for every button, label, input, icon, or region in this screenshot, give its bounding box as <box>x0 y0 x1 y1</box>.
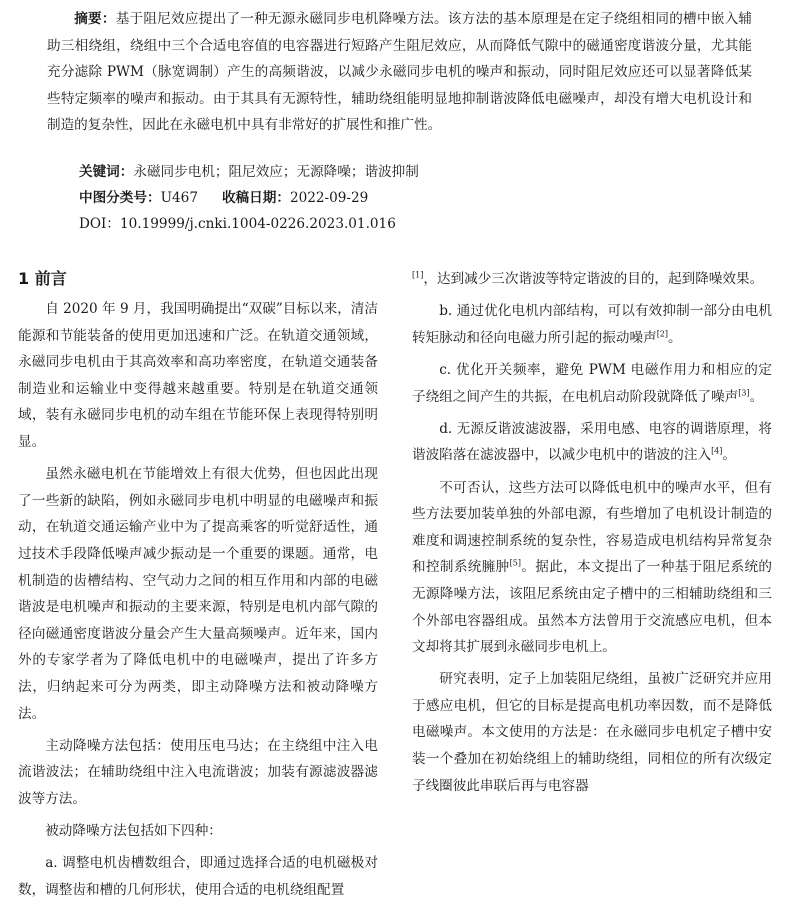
doi <box>79 211 396 237</box>
list-item-c-text: c. 优化开关频率，避免 PWM 电磁作用力和相应的定子绕组之间产生的共振，在电机启动阶段就降低了噪声 <box>412 361 772 405</box>
list-item-a-continued <box>412 266 772 293</box>
keywords-label: 关键词： <box>79 164 134 180</box>
abstract-paragraph <box>47 6 752 139</box>
abstract-label: 摘要： <box>74 11 116 27</box>
list-item-c: c. 优化开关频率，避免 PWM 电磁作用力和相应的定子绕组之间产生的共振，在电机启动阶段就降低了噪声[3]。 <box>412 361 772 405</box>
right-column <box>412 266 772 805</box>
classification-label: 中图分类号： <box>79 190 161 206</box>
paragraph: 被动降噪方法包括如下四种： <box>45 823 222 840</box>
paragraph: 虽然永磁电机在节能增效上有很大优势，但也因此出现了一些新的缺陷，例如永磁同步电机中明显的电磁噪声和振动，在轨道交通运输产业中为了提高乘客的听觉舒适性，通过技术手段降低噪声减少振动是一个重要的课题。通常，电机制造的齿槽结构、空气动力之间的相互作用和内部的电磁谐波是电机噪声和振动的主要来源，特别是电机内部气隙的径向磁通密度谐波分量会产生大量高频噪声。近年来，国内外的专家学者为了降低电机中的电磁噪声，提出了许多方法，归纳起来可分为两类，即主动降噪方法和被动降噪方法。 <box>18 466 378 722</box>
received-label: 收稿日期： <box>221 190 290 206</box>
reference-3: [3] <box>738 388 750 398</box>
list-item-a <box>18 850 378 903</box>
abstract-text: 基于阻尼效应提出了一种无源永磁同步电机降噪方法。该方法的基本原理是在定子绕组相同的槽中嵌入辅助三相绕组，绕组中三个合适电容值的电容器进行短路产生阻尼效应，从而降低气隙中的磁通密度谐波分量，尤其能充分滤除 PWM（脉宽调制）产生的高频谐波，以减少永磁同步电机的噪声和振动，同时阻尼效应还可以显著降低某些特定频率的噪声和振动。由于其具有无源特性，辅助绕组能明显地抑制谐波降低电磁噪声，却没有增大电机设计和制造的复杂性，因此在永磁电机中具有非常好的扩展性和推广性。 <box>47 11 752 134</box>
classification-and-received <box>79 185 368 211</box>
abstract <box>47 6 752 139</box>
list-item-b: b. 通过优化电机内部结构，可以有效抑制一部分由电机转矩脉动和径向电磁力所引起的振动噪声[2]。 <box>412 303 772 346</box>
keywords <box>79 159 419 185</box>
reference-5: [5] <box>509 558 521 568</box>
list-item-b-text: b. 通过优化电机内部结构，可以有效抑制一部分由电机转矩脉动和径向电磁力所引起的振动噪声 <box>412 303 772 346</box>
list-item-a-text: a. 调整电机齿槽数组合，即通过选择合适的电机磁极对数，调整齿和槽的几何形状，使用合适的电机绕组配置 <box>18 855 378 898</box>
list-item-d-text: d. 无源反谐波滤波器，采用电感、电容的调谐原理，将谐波陷落在滤波器中，以减少电机中的谐波的注入 <box>412 420 772 464</box>
paragraph: 研究表明，定子上加装阻尼绕组，虽被广泛研究并应用于感应电机，但它的目标是提高电机功率因数，而不是降低电磁噪声。本文使用的方法是：在永磁同步电机定子槽中安装一个叠加在初始绕组上的辅助绕组，同相位的所有次级定子线圈彼此串联后再与电容器 <box>412 671 772 794</box>
paragraph: 主动降噪方法包括：使用压电马达；在主绕组中注入电流谐波法；在辅助绕组中注入电流谐波；加装有源滤波器滤波等方法。 <box>18 737 378 807</box>
list-item-a-tail: ，达到减少三次谐波等特定谐波的目的，起到降噪效果。 <box>423 271 764 287</box>
doi-value: 10.19999/j.cnki.1004-0226.2023.01.016 <box>120 216 396 232</box>
reference-2: [2] <box>656 329 669 339</box>
keywords-text: 永磁同步电机；阻尼效应；无源降噪；谐波抑制 <box>133 164 419 180</box>
reference-4: [4] <box>711 446 723 456</box>
section-heading: 1 前言 <box>18 269 67 288</box>
left-column <box>18 266 378 909</box>
paragraph: 不可否认，这些方法可以降低电机中的噪声水平，但有些方法要加装单独的外部电源，有些增加了电机设计制造的难度和调速控制系统的复杂性，容易造成电机结构异常复杂和控制系统臃肿[5]。据此，本文提出了一种基于阻尼系统的无源降噪方法，该阻尼系统由定子槽中的三相辅助绕组和三个外部电容器组成。虽然本方法曾用于交流感应电机，但本文却将其扩展到永磁同步电机上。 <box>412 479 772 656</box>
received-value: 2022-09-29 <box>289 190 369 206</box>
doi-label: DOI： <box>79 216 121 232</box>
list-item-d: d. 无源反谐波滤波器，采用电感、电容的调谐原理，将谐波陷落在滤波器中，以减少电机中的谐波的注入[4]。 <box>412 420 772 464</box>
paragraph: 自 2020 年 9 月，我国明确提出“双碳”目标以来，清洁能源和节能装备的使用更加迅速和广泛。在轨道交通领域，永磁同步电机由于其高效率和高功率密度，在轨道交通装备制造业和运输业中变得越来越重要。特别是在轨道交通领域，装有永磁同步电机的动车组在节能环保上表现得特别明显。 <box>18 301 378 450</box>
classification-value: U467 <box>160 190 198 206</box>
reference-1: [1] <box>412 270 424 280</box>
